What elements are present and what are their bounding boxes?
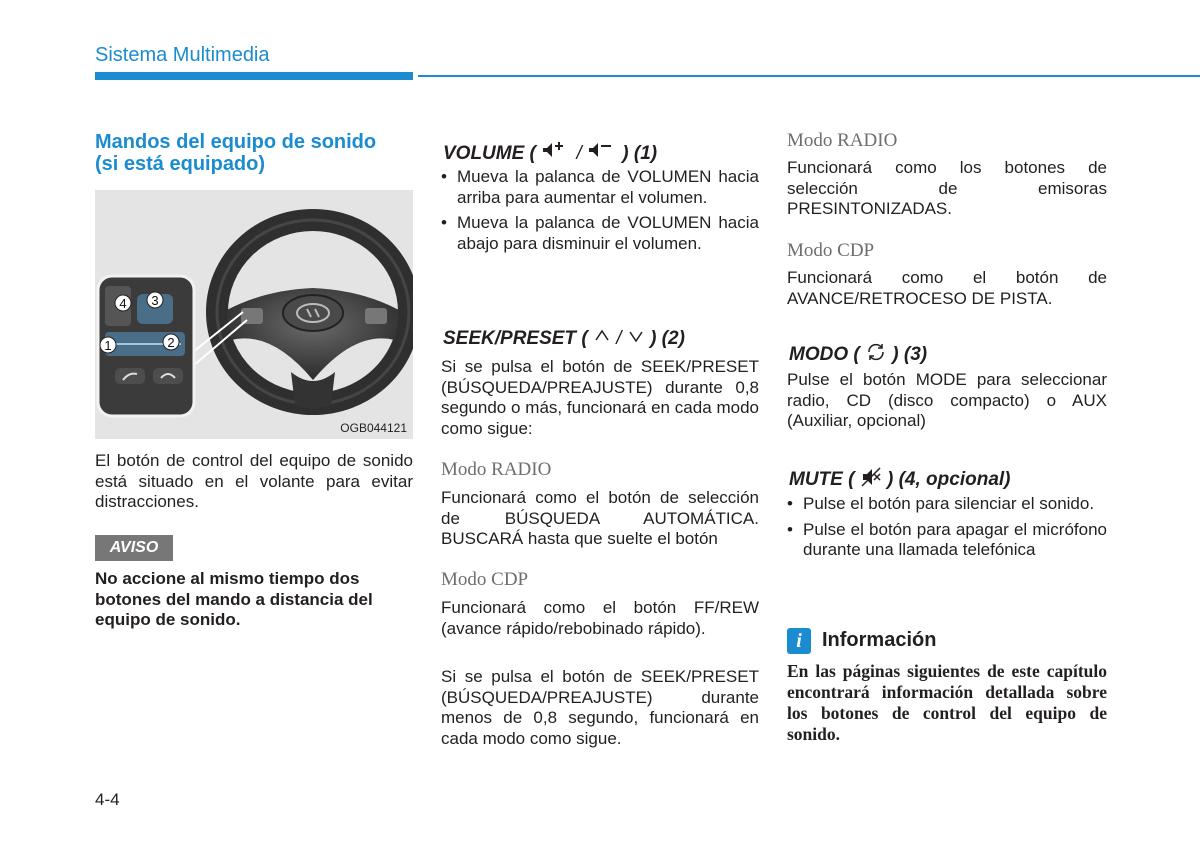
volume-heading: VOLUME ( / ) (1) xyxy=(443,140,657,168)
info-title: Información xyxy=(822,629,937,651)
section-title: Sistema Multimedia xyxy=(95,44,270,66)
col2-cdp-text: Funcionará como el botón FF/REW (avance rápido/rebobinado rápido). xyxy=(441,598,759,638)
seek-up-icon xyxy=(593,327,611,351)
col2-radio-text: Funcionará como el botón de selección de BÚSQUEDA AUTOMÁTICA. BUSCARÁ hasta que suelte el botón xyxy=(441,488,759,548)
seek-short-text: Si se pulsa el botón de SEEK/PRESET (BÚSQUEDA/PREAJUSTE) durante menos de 0,8 segundo, funcionará en cada modo como sigue. xyxy=(441,667,759,748)
volume-up-icon xyxy=(541,140,571,168)
seek-down-icon xyxy=(627,327,645,351)
col3-cdp-text: Funcionará como el botón de AVANCE/RETROCESO DE PISTA. xyxy=(787,268,1107,308)
info-text: En las páginas siguientes de este capítulo encontrará información detallada sobre los botones de control del equipo de sonido. xyxy=(787,661,1107,744)
intro-paragraph: El botón de control del equipo de sonido está situado en el volante para evitar distracciones. xyxy=(95,451,413,511)
steering-wheel-figure xyxy=(95,190,413,439)
mute-icon xyxy=(860,466,882,494)
list-item: • Pulse el botón para silenciar el sonido. xyxy=(787,494,1107,515)
aviso-badge: AVISO xyxy=(95,535,173,561)
info-icon: i xyxy=(787,628,811,654)
audio-controls-heading: Mandos del equipo de sonido (si está equipado) xyxy=(95,131,377,175)
header-rule-thin xyxy=(418,75,1200,77)
steering-wheel-illustration xyxy=(95,190,413,439)
list-item: • Pulse el botón para apagar el micrófono durante una llamada telefónica xyxy=(787,520,1107,561)
callout-4 xyxy=(115,295,131,311)
svg-text:1: 1 xyxy=(104,338,112,353)
callout-1 xyxy=(100,337,116,353)
col2-cdp-heading: Modo CDP xyxy=(441,569,529,590)
header-rule-thick xyxy=(95,72,413,80)
col2-radio-heading: Modo RADIO xyxy=(441,459,552,480)
modo-heading: MODO ( ) (3) xyxy=(789,341,927,369)
modo-text: Pulse el botón MODE para seleccionar radio, CD (disco compacto) o AUX (Auxiliar, opcional) xyxy=(787,370,1107,430)
mute-heading: MUTE ( ) (4, opcional) xyxy=(789,466,1011,494)
seek-heading: SEEK/PRESET ( / ) (2) xyxy=(443,328,685,350)
mute-bullets xyxy=(787,494,1107,566)
svg-text:2: 2 xyxy=(167,335,175,350)
col3-radio-heading: Modo RADIO xyxy=(787,130,898,151)
figure-code: OGB044121 xyxy=(340,421,407,435)
svg-text:4: 4 xyxy=(119,296,127,311)
aviso-text: No accione al mismo tiempo dos botones del mando a distancia del equipo de sonido. xyxy=(95,569,373,629)
svg-text:3: 3 xyxy=(151,293,159,308)
seek-intro: Si se pulsa el botón de SEEK/PRESET (BÚSQUEDA/PREAJUSTE) durante 0,8 segundo o más, funcionará en cada modo como sigue: xyxy=(441,357,759,438)
page-number: 4-4 xyxy=(95,790,120,809)
callout-2 xyxy=(163,334,179,350)
mode-cycle-icon xyxy=(865,341,887,369)
callout-3 xyxy=(147,292,163,308)
volume-down-icon xyxy=(587,140,617,168)
list-item: • Mueva la palanca de VOLUMEN hacia abajo para disminuir el volumen. xyxy=(441,213,759,254)
list-item: • Mueva la palanca de VOLUMEN hacia arriba para aumentar el volumen. xyxy=(441,167,759,208)
col3-cdp-heading: Modo CDP xyxy=(787,240,875,261)
volume-bullets xyxy=(441,167,759,259)
col3-radio-text: Funcionará como los botones de selección de emisoras PRESINTONIZADAS. xyxy=(787,158,1107,218)
